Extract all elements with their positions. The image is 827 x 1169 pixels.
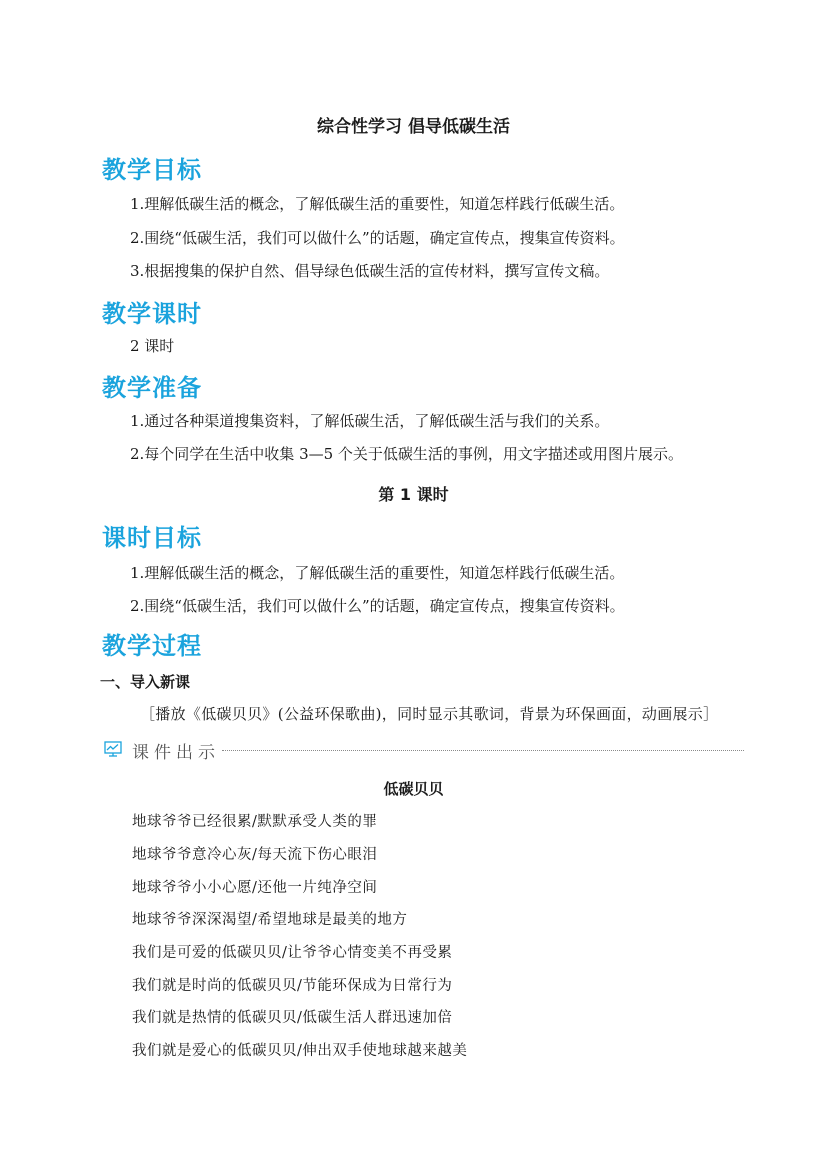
goal-item-2: 2.围绕“低碳生活，我们可以做什么”的话题，确定宣传点，搜集宣传资料。 xyxy=(130,229,625,247)
prep-item-2: 2.每个同学在生活中收集 3—5 个关于低碳生活的事例，用文字描述或用图片展示。 xyxy=(130,445,683,463)
section-heading-hours: 教学课时 xyxy=(102,300,202,328)
courseware-label: 课件出示 xyxy=(132,743,220,763)
section-heading-objectives: 课时目标 xyxy=(102,524,202,552)
lyric-line: 我们就是热情的低碳贝贝/低碳生活人群迅速加倍 xyxy=(132,1010,453,1026)
section-heading-prep: 教学准备 xyxy=(102,374,202,402)
section-heading-process: 教学过程 xyxy=(102,632,202,660)
presentation-icon xyxy=(104,741,122,757)
document-title: 综合性学习 倡导低碳生活 xyxy=(317,117,510,137)
lyric-line: 我们就是爱心的低碳贝贝/伸出双手使地球越来越美 xyxy=(132,1043,468,1059)
objective-item-2: 2.围绕“低碳生活，我们可以做什么”的话题，确定宣传点，搜集宣传资料。 xyxy=(130,597,625,615)
dotted-rule xyxy=(222,750,744,751)
song-title: 低碳贝贝 xyxy=(383,780,444,798)
lyric-line: 地球爷爷意冷心灰/每天流下伤心眼泪 xyxy=(132,847,378,863)
courseware-divider xyxy=(104,738,744,764)
goal-item-1: 1.理解低碳生活的概念，了解低碳生活的重要性，知道怎样践行低碳生活。 xyxy=(130,195,625,213)
hours-text: 2 课时 xyxy=(130,337,175,355)
goal-item-3: 3.根据搜集的保护自然、倡导绿色低碳生活的宣传材料，撰写宣传文稿。 xyxy=(130,262,610,280)
objective-item-1: 1.理解低碳生活的概念，了解低碳生活的重要性，知道怎样践行低碳生活。 xyxy=(130,564,625,582)
stage-direction: ［播放《低碳贝贝》(公益环保歌曲)，同时显示其歌词，背景为环保画面，动画展示］ xyxy=(140,705,719,723)
lyric-line: 地球爷爷深深渴望/希望地球是最美的地方 xyxy=(132,912,408,928)
part-title: 一、导入新课 xyxy=(100,673,191,691)
lyric-line: 地球爷爷小小心愿/还他一片纯净空间 xyxy=(132,880,378,896)
lyric-line: 地球爷爷已经很累/默默承受人类的罪 xyxy=(132,814,378,830)
lyric-line: 我们就是时尚的低碳贝贝/节能环保成为日常行为 xyxy=(132,978,453,994)
prep-item-1: 1.通过各种渠道搜集资料，了解低碳生活，了解低碳生活与我们的关系。 xyxy=(130,412,610,430)
lyric-line: 我们是可爱的低碳贝贝/让爷爷心情变美不再受累 xyxy=(132,945,453,961)
lesson-title: 第 1 课时 xyxy=(378,485,449,504)
section-heading-goals: 教学目标 xyxy=(102,156,202,184)
